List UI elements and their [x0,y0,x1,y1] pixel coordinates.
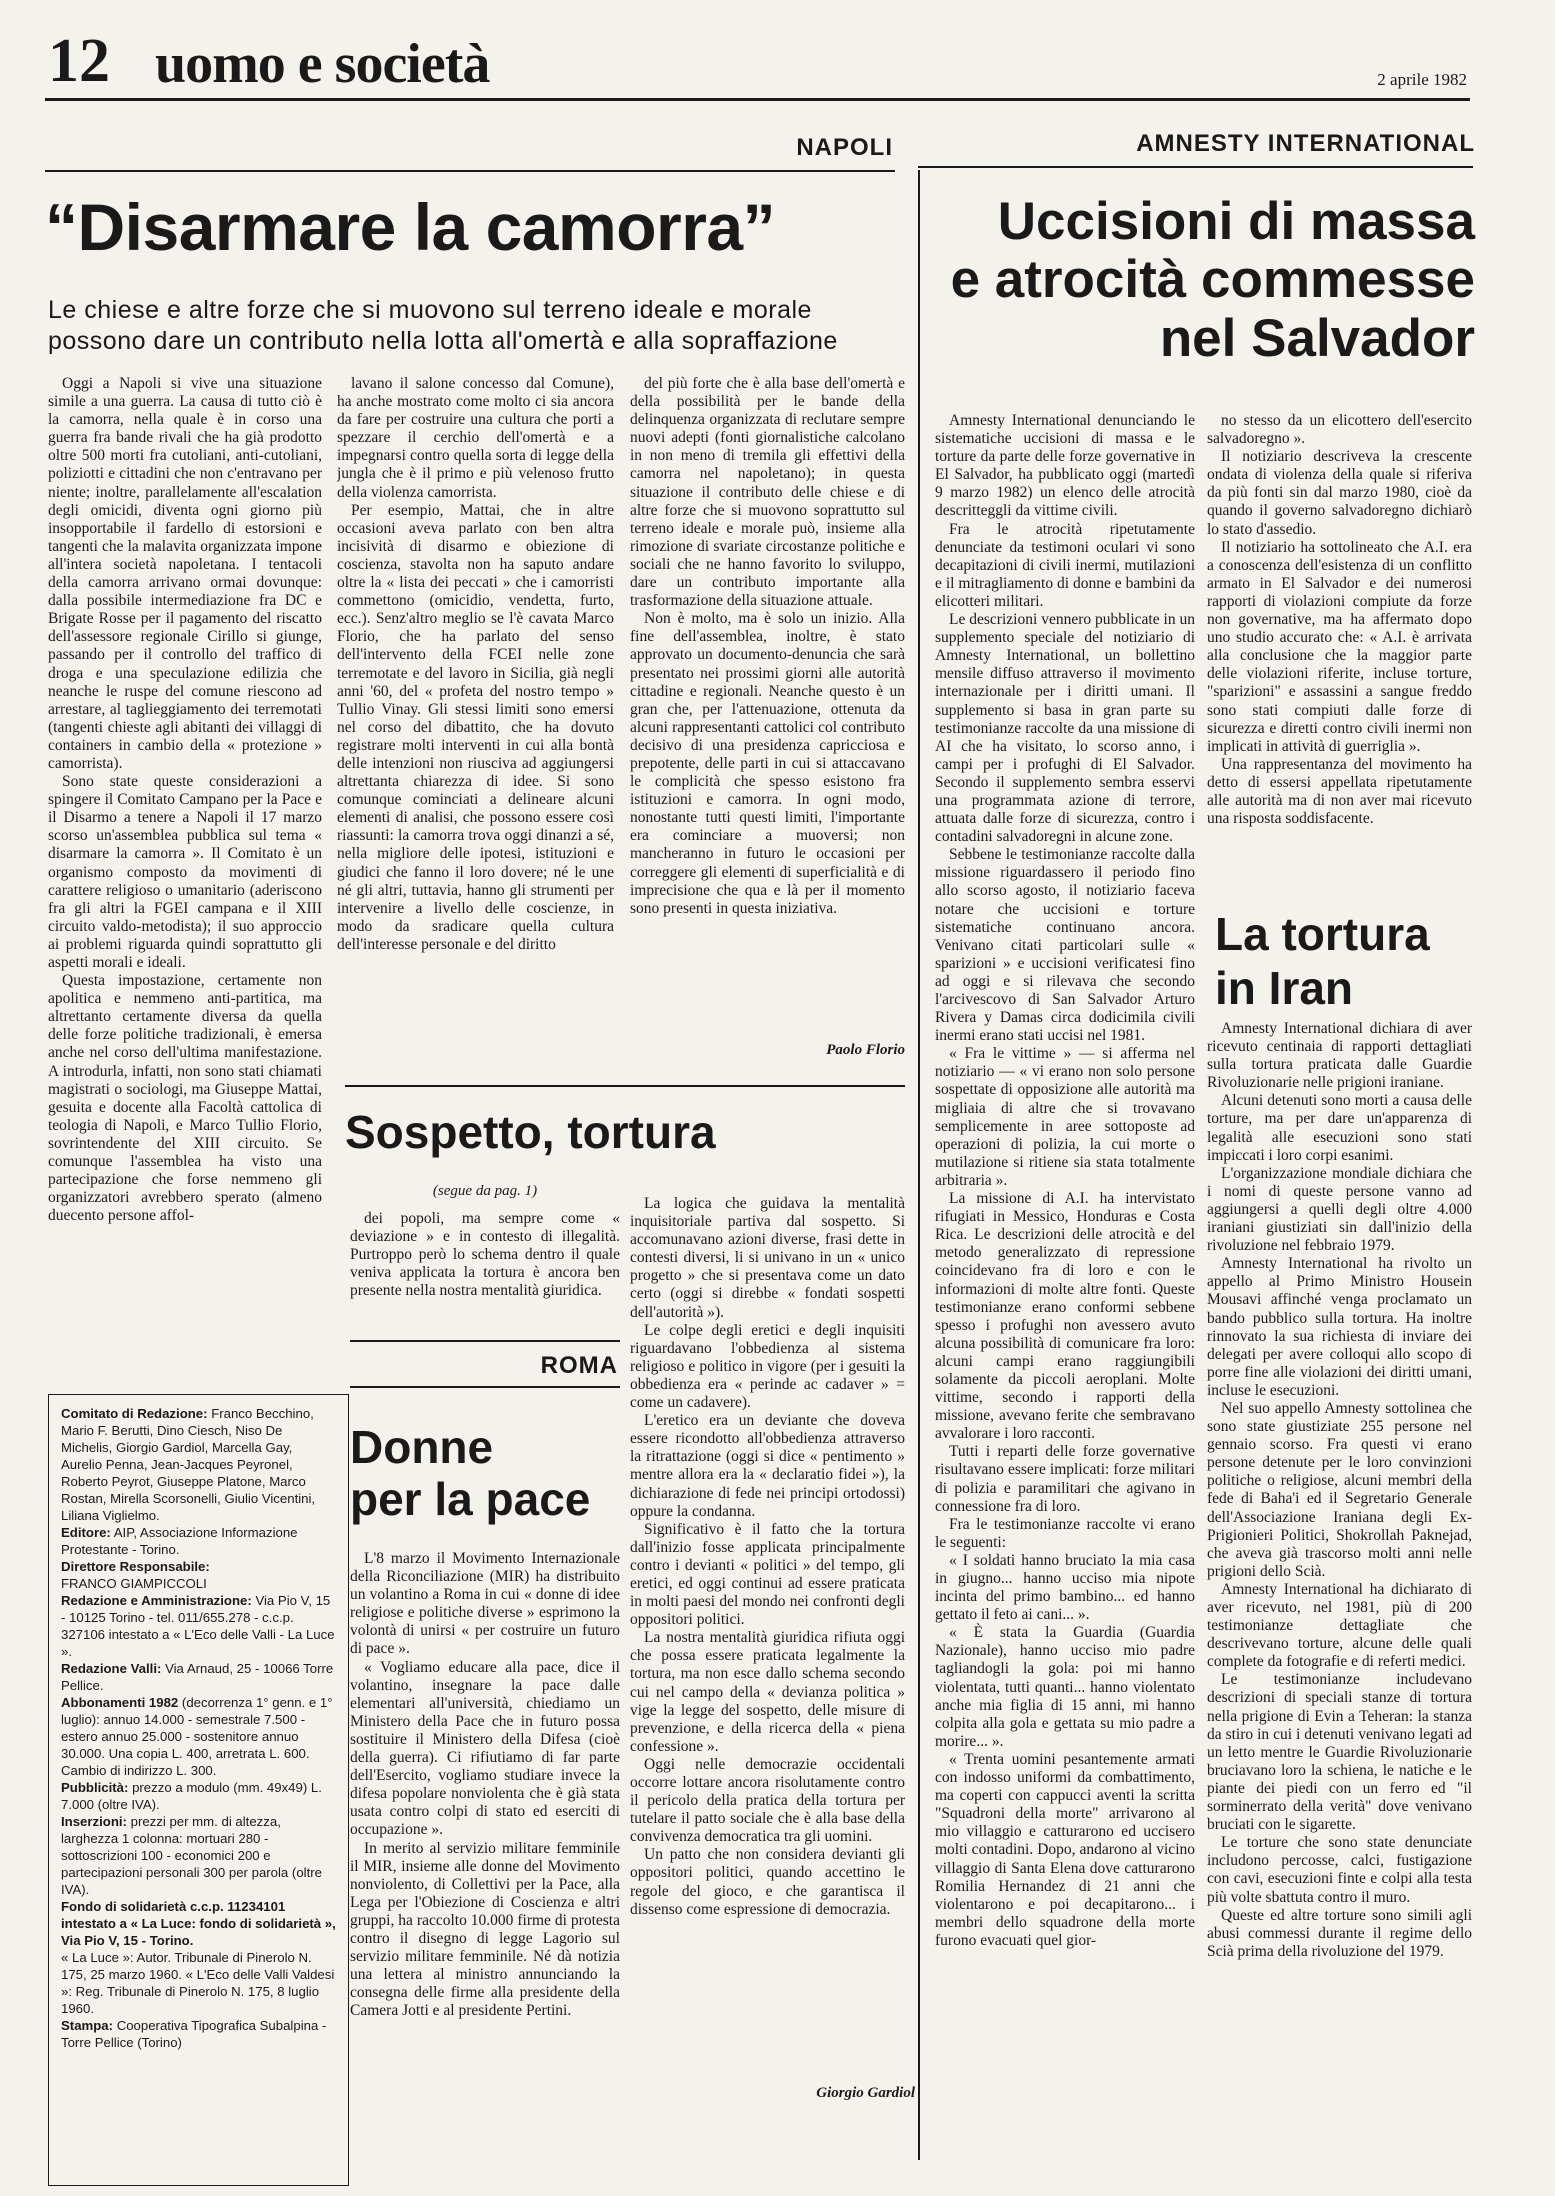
amnesty-col-2: no stesso da un elicottero dell'esercito salvadoregno ». Il notiziario descriveva la crescente ondata di violenza della quale si riferiva da più fonti sin dal marzo 1980, cioè da quando il governo salvadoregno dichiarò lo stato d'assedio. Il notiziario ha sottolineato che A.I. era a conoscenza dell'esistenza di un conflitto armato in El Salvador e dei numerosi rapporti di violazioni compiute da forze non governative, ma ha affermato dopo uno studio accurato che: « A.I. è arrivata alla conclusione che la maggior parte delle violazioni riferite, incluse torture, "sparizioni" e assassini a sangue freddo sono stati compiuti dalle forze di sicurezza e diretti contro civili inermi non implicati in attività di guerriglia ». Una rappresentanza del movimento ha detto di essersi appellata ripetutamente alle autorità ma di non aver mai ricevuto una risposta soddisfacente. [1207,412,1472,828]
kicker-roma: ROMA [540,1352,618,1379]
page-number: 12 [48,27,110,95]
sospetto-col-1: dei popoli, ma sempre come « deviazione » e in contesto di illegalità. Purtroppo però lo schema dentro il quale veniva applicata la tortura è ancora ben presente nella nostra mentalità giuridica. [350,1210,620,1300]
headline-iran-1: La tortura [1215,908,1430,960]
masthead-rule [45,98,1470,101]
sospetto-col-2: La logica che guidava la mentalità inquisitoriale partiva dal sospetto. Si accomunavano azioni diverse, frasi dette in contesti diversi, li si univano in un « unico progetto » che si presentava come un dato certo (oggi si direbbe « fondati sospetti dell'autorità »). Le colpe degli eretici e degli inquisiti riguardavano l'obbedienza al sistema religioso e politico in vigore (per i gesuiti la obbedienza era « perinde ac cadaver » = come un cadavere). L'eretico era un deviante che doveva essere ricondotto all'obbedienza attraverso la ritrattazione (oggi si dice « pentimento » mentre allora era la « declaratio fidei »), la dichiarazione di fede nei principi ortodossi) oppure la condanna. Significativo è il fatto che la tortura dall'inizio fosse applicata principalmente contro i devianti « politici » del tempo, gli eretici, ed oggi continui ad essere praticata in molti paesi del mondo nei confronti degli oppositori politici. La nostra mentalità giuridica rifiuta oggi che possa essere praticata legalmente la tortura, ma non esce dallo schema secondo cui nel campo della « devianza politica » vige la legge del sospetto, delle misure di prevenzione, e della ricerca della « piena confessione ». Oggi nelle democrazie occidentali occorre lottare ancora risolutamente contro il pericolo della pratica della tortura per tutelare il patto sociale che è alla base della convivenza democratica tra gli uomini. Un patto che non considera devianti gli oppositori politici, quando accettino le regole del gioco, e che garantisca il dissenso come espressione di democrazia. [630,1195,905,1918]
iran-body: Amnesty International dichiara di aver ricevuto centinaia di rapporti dettagliati sulla tortura praticata dalle Guardie Rivoluzionarie nelle prigioni iraniane. Alcuni detenuti sono morti a causa delle torture, ma per dare un'apparenza di legalità alle esecuzioni sono stati impiccati i loro corpi esanimi. L'organizzazione mondiale dichiara che i nomi di queste persone vanno ad aggiungersi a quelli degli oltre 4.000 iraniani giustiziati sin dall'inizio della rivoluzione nel febbraio 1979. Amnesty International ha rivolto un appello al Primo Ministro Housein Mousavi affinché venga proclamato un bando pubblico sulla tortura. Ha inoltre rinnovato la sua richiesta di inviare dei delegati per avere colloqui allo scopo di porre fine alle violazioni dei diritti umani, incluse le esecuzioni. Nel suo appello Amnesty sottolinea che sono state giustiziate 255 persone nel gennaio scorso. Fra questi vi erano persone detenute per le loro convinzioni politiche o religiose, alcuni membri della fede di Baha'i ed il Segretario Generale dell'Associazione Iraniana degli Ex-Prigionieri Politici, Shokrollah Paknejad, che aveva già trascorso molti anni nelle prigioni dello Scià. Amnesty International ha dichiarato di aver ricevuto, nel 1981, più di 200 testimonianze dettagliate che descrivevano torture, alcune delle quali complete da fotografie e di referti medici. Le testimonianze includevano descrizioni di speciali stanze di tortura nella prigione di Evin a Teheran: la stanza da stiro in cui i detenuti venivano legati ad un letto mentre le Guardie Rivoluzionarie bruciavano loro la schiena, le natiche e le piante dei piedi con un ferro ed "il sorminerrato della verità" dove venivano bruciati con le sigarette. Le torture che sono state denunciate includono percosse, calci, fustigazione con cavi, esecuzioni finte e colpi alla testa più volte sbattuta contro il muro. Queste ed altre torture sono simili agli abusi commessi durante il regime dello Scià prima della rivoluzione del 1979. [1207,1020,1472,1960]
roma-body: L'8 marzo il Movimento Internazionale della Riconciliazione (MIR) ha distribuito un volantino a Roma in cui « donne di idee religiose e politiche diverse » esprimono la volontà di unirsi « per costruire un futuro di pace ». « Vogliamo educare alla pace, dice il volantino, insegnare la pace dalle elementari all'università, chiediamo un Ministero della Pace che in futuro possa sostituire il Ministero della Difesa (cioè della guerra). Ci rifiutiamo di far parte dell'Esercito, vogliamo studiare invece la difesa popolare nonviolenta che è già stata usata contro colpi di stato ed eserciti di occupazione ». In merito al servizio militare femminile il MIR, insieme alle donne del Movimento nonviolento, di Collettivi per la Pace, alla Lega per l'Obiezione di Coscienza e altri gruppi, ha raccolto 10.000 firme di protesta contro il disegno di legge Lagorio sul servizio militare femminile. Né dà notizia una lettera al ministro annunciando la consegna delle firme alla presidente della Camera Jotti e al presidente Pertini. [350,1550,620,2020]
rule-roma-2 [350,1386,620,1388]
column-divider [918,170,920,2160]
headline-donne-2: per la pace [350,1473,591,1525]
headline-disarmare: “Disarmare la camorra” [45,190,776,264]
headline-sospetto: Sospetto, tortura [345,1106,716,1158]
rule-left-top [45,170,895,172]
rule-right-top [918,166,1473,168]
rule-roma [350,1340,620,1342]
colophon-box: Comitato di Redazione: Franco Becchino, Mario F. Berutti, Dino Ciesch, Niso De Michelis, Giorgio Gardiol, Marcella Gay, Aurelio Penna, Jean-Jacques Peyronel, Roberto Peyrot, Giuseppe Platone, Marco Rostan, Mirella Scorsonelli, Giulio Vicentini, Liliana Viglielmo. Editore: AIP, Associazione Informazione Protestante - Torino. Direttore Responsabile: FRANCO GIAMPICCOLI Redazione e Amministrazione: Via Pio V, 15 - 10125 Torino - tel. 011/655.278 - c.c.p. 327106 intestato a « L'Eco delle Valli - La Luce ». Redazione Valli: Via Arnaud, 25 - 10066 Torre Pellice. Abbonamenti 1982 (decorrenza 1° genn. e 1° luglio): annuo 14.000 - semestrale 7.500 - estero annuo 25.000 - sostenitore annuo 30.000. Una copia L. 400, arretrata L. 600. Cambio di indirizzo L. 300. Pubblicità: prezzo a modulo (mm. 49x49) L. 7.000 (oltre IVA). Inserzioni: prezzi per mm. di altezza, larghezza 1 colonna: mortuari 280 - sottoscrizioni 100 - economici 200 e partecipazioni personali 300 per parola (oltre IVA). Fondo di solidarietà c.c.p. 11234101 intestato a « La Luce: fondo di solidarietà », Via Pio V, 15 - Torino. « La Luce »: Autor. Tribunale di Pinerolo N. 175, 25 marzo 1960. « L'Eco delle Valli Valdesi »: Reg. Tribunale di Pinerolo N. 175, 8 luglio 1960. Stampa: Cooperativa Tipografica Subalpina - Torre Pellice (Torino) [48,1394,349,2186]
headline-donne-1: Donne [350,1421,494,1473]
napoli-col-3: del più forte che è alla base dell'omertà e della possibilità per le bande della delinquenza organizzata di reclutare sempre nuovi adepti (fonti giornalistiche calcolano in non meno di tremila gli effettivi della camorra nel napoletano); in questa situazione il contributo delle chiese e di altre forze che si muovono soprattutto sul terreno ideale e morale può, insieme alla rimozione di svariate circostanze politiche e sociali che ne hanno favorito lo sviluppo, dare un contributo importante alla trasformazione della situazione attuale. Non è molto, ma è solo un inizio. Alla fine dell'assemblea, inoltre, è stato approvato un documento-denuncia che sarà presentato nei prossimi giorni alle autorità cittadine e regionali. Neanche questo è un gran che, per l'attenuazione, ottenuta da alcuni rappresentanti cattolici col contributo decisivo di una presidenza capricciosa e prepotente, delle parti in cui si attaccavano le complicità che spesso esistono fra istituzioni e camorra. In ogni modo, nonostante tutti questi limiti, l'importante era cominciare a muoversi; non mancheranno in futuro le occasioni per correggere gli elementi di superficialità e di imprecisione che qua e là per il momento sono presenti in questa iniziativa. [630,375,905,917]
issue-date: 2 aprile 1982 [1377,70,1467,89]
napoli-col-2: lavano il salone concesso dal Comune), ha anche mostrato come molto ci sia ancora da fare per costruire una cultura che porti a spezzare il cerchio dell'omertà e a impegnarsi contro quella sorta di legge della jungla che è il primo e più velenoso frutto della violenza camorrista. Per esempio, Mattai, che in altre occasioni aveva parlato con ben altra incisività di disarmo e obiezione di coscienza, stavolta non ha saputo andare oltre la « lista dei peccati » che i camorristi commettono (omicidio, vendetta, furto, ecc.). Senz'altro meglio se l'è cavata Marco Florio, che ha parlato del senso dell'intervento della FCEI nelle zone terremotate e del lavoro in Sicilia, già negli anni '60, del « profeta del nostro tempo » Tullio Vinay. Gli stessi limiti sono emersi nel corso del dibattito, che ha dovuto registrare molti interventi in cui alla bontà delle intenzioni non riusciva ad aggiungersi altrettanta chiarezza di idee. Si sono comunque cominciati a delineare alcuni elementi di analisi, che possono essere così riassunti: la camorra trova oggi dinanzi a sé, nella migliore delle ipotesi, istituzioni e giudici che fanno il loro dovere; né le une né gli altri, tuttavia, hanno gli strumenti per intervenire a livello delle coscienze, in modo da sradicare quella cultura dell'interesse personale e del diritto [337,375,614,953]
rule-sospetto [345,1085,905,1087]
headline-iran-2: in Iran [1215,962,1354,1014]
continued-note: (segue da pag. 1) [432,1183,538,1199]
napoli-col-1: Oggi a Napoli si vive una situazione simile a una guerra. La causa di tutto ciò è la camorra, nella quale è in corso una guerra fra bande rivali che ha già prodotto oltre 500 morti fra cutoliani, anti-cutoliani, poliziotti e cittadini che non c'entravano per niente; inoltre, parallelamente all'escalation degli omicidi, diventa ogni giorno più insopportabile il fardello di estorsioni e tangenti che la malavita organizzata impone all'intera società napoletana. I tentacoli della camorra arrivano ormai dovunque: dalla possibile intermediazione fra DC e Brigate Rosse per il pagamento del riscatto dell'assessore regionale Cirillo si giunge, passando per il controllo del traffico di droga e una speculazione edilizia che neanche le ruspe del comune riescono ad arrestare, al taglieggiamento dei terremotati (tangenti chieste agli abitanti dei villaggi di containers in cambio della « protezione » camorrista). Sono state queste considerazioni a spingere il Comitato Campano per la Pace e il Disarmo a tenere a Napoli il 17 marzo scorso un'assemblea pubblica sul tema « disarmare la camorra ». Il Comitato è un organismo composto da movimenti di carattere religioso o umanitario (aderiscono fra gli altri la FGEI campana e il XIII circuito valdo-metodista); il suo approccio ai problemi riguarda quindi soprattutto gli aspetti morali e ideali. Questa impostazione, certamente non apolitica e nemmeno anti-partitica, ma altrettanto certamente diversa da quella delle forze politiche tradizionali, è emersa anche nel corso dell'ultima manifestazione. A introdurla, infatti, non sono stati chiamati magistrati o sociologi, ma Giuseppe Mattai, gesuita e docente alla Facoltà cattolica di teologia di Napoli, e Marco Tullio Florio, sovrintendente del XIII circuito. Se comunque l'assemblea ha visto una partecipazione che forse nemmeno gli organizzatori avrebbero sperato (almeno duecento persone affol- [48,375,322,1225]
signature-florio: Paolo Florio [826,1042,905,1058]
section-title: uomo e società [155,33,490,95]
headline-uccisioni: Uccisioni di massa e atrocità commesse nel Salvador [950,192,1475,368]
amnesty-col-1: Amnesty International denunciando le sistematiche uccisioni di massa e le torture da parte delle forze governative in El Salvador, ha pubblicato oggi (martedì 9 marzo 1982) un elenco delle atrocità descritteggli da vittime civili. Fra le atrocità ripetutamente denunciate da testimoni oculari vi sono decapitazioni di civili inermi, mutilazioni e il mitragliamento di donne e bambini da elicotteri militari. Le descrizioni vennero pubblicate in un supplemento speciale del notiziario di Amnesty International, un bollettino mensile diffuso attraverso il movimento internazionale per i diritti umani. Il supplemento si basa in gran parte su testimonianze raccolte da una missione di AI che ha visitato, lo scorso anno, i campi per i profughi di El Salvador. Secondo il supplemento sembra esservi una programmata azione di terrore, attuata dalle forze di sicurezza, contro i contadini salvadoregni in alcune zone. Sebbene le testimonianze raccolte dalla missione riguardassero il periodo fino allo scorso agosto, il notiziario faceva notare che uccisioni e torture sistematiche continuano ancora. Venivano citati particolari sulle « sparizioni » e uccisioni verificatesi fino ad oggi e si rilevava che secondo l'arcivescovo di San Salvador Arturo Rivera y Damas circa dodicimila civili inermi erano stati uccisi nel 1981. « Fra le vittime » — si afferma nel notiziario — « vi erano non solo persone sospettate di opposizione alle autorità ma migliaia di altre che si trovavano semplicemente in aree sottoposte ad operazioni di polizia, la cui morte o mutilazione si ritiene sia stata totalmente arbitraria ». La missione di A.I. ha intervistato rifugiati in Messico, Honduras e Costa Rica. Le descrizioni delle atrocità e del metodo generalizzato di repressione coincidevano fra di loro e con le informazioni di molte altre fonti. Queste testimonianze erano conformi sebbene spesso i profughi non avessero avuto alcuna possibilità di comunicare fra loro: alcuni campi erano raggiungibili solamente da piccoli aeroplani. Molte vittime, secondo i rapporti della missione, avevano ferite che sembravano avvalorare i loro racconti. Tutti i reparti delle forze governative risultavano essere implicati: forze militari di polizia e paramilitari che agivano in connessione fra di loro. Fra le testimonianze raccolte vi erano le seguenti: « I soldati hanno bruciato la mia casa in giugno... hanno ucciso mia nipote incinta del primo bambino... ed hanno gettato il feto ai cani... ». « È stata la Guardia (Guardia Nazionale), hanno ucciso mio padre tagliandogli la gola: poi mi hanno violentata, tutti quanti... hanno violentato anche mia figlia di 15 anni, mi hanno colpita alla gola e gettata su mio padre a morire... ». « Trenta uomini pesantemente armati con indosso uniformi da combattimento, ma coperti con cappucci aventi la scritta "Squadroni della morte" arrivarono al mio villaggio e catturarono ed uccisero molti contadini. Dopo, andarono al vicino villaggio di Santa Elena dove catturarono Romilia Hernandez di 21 anni che violentarono e poi decapitarono... i membri dello squadrone della morte furono evacuati quel gior- [935,412,1195,1949]
deck-disarmare: Le chiese e altre forze che si muovono sul terreno ideale e morale possono dare un contributo nella lotta all'omertà e alla sopraffazione [48,296,838,356]
kicker-napoli: NAPOLI [796,134,893,161]
kicker-amnesty: AMNESTY INTERNATIONAL [1136,130,1475,157]
signature-gardiol: Giorgio Gardiol [816,2085,915,2101]
